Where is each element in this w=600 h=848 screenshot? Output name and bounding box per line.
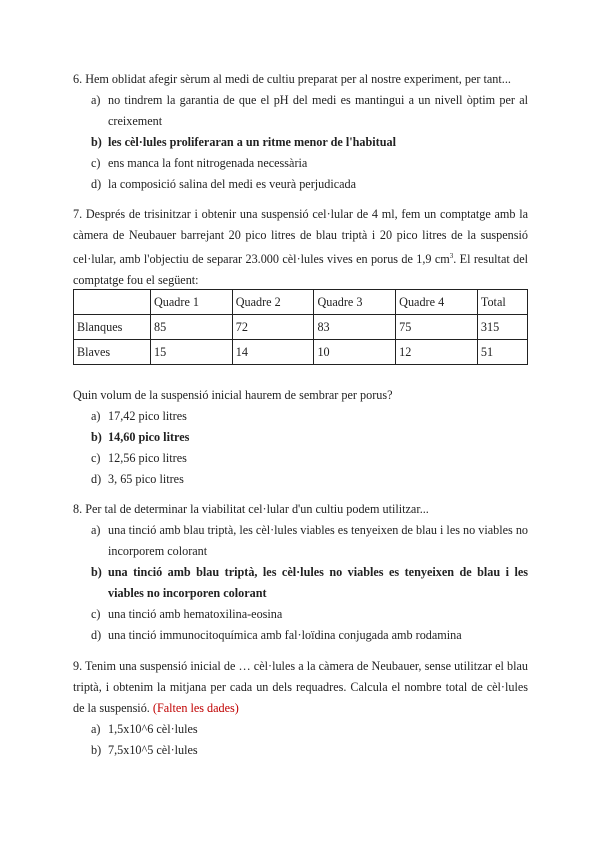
option-label: a): [91, 409, 101, 423]
table-cell: Blanques: [74, 315, 151, 340]
table-header-cell: Quadre 1: [151, 290, 233, 315]
question-9-option-b: [91, 740, 528, 761]
question-7-text: [73, 204, 528, 291]
superscript: 3: [449, 252, 454, 260]
table-cell: 85: [151, 315, 233, 340]
table-cell: 51: [477, 340, 527, 365]
table-header-cell: [74, 290, 151, 315]
table-cell: 14: [232, 340, 314, 365]
option-label: a): [91, 523, 101, 537]
question-9-text: [73, 656, 528, 719]
table-header-cell: Total: [477, 290, 527, 315]
question-9-option-a: [91, 719, 528, 740]
table-cell: 72: [232, 315, 314, 340]
option-text: una tinció immunocitoquímica amb fal·loïdina conjugada amb rodamina: [108, 628, 462, 642]
table-cell: 10: [314, 340, 396, 365]
option-label: c): [91, 156, 101, 170]
option-label: d): [91, 628, 102, 642]
table-cell: Blaves: [74, 340, 151, 365]
option-label: c): [91, 607, 101, 621]
option-label: c): [91, 451, 101, 465]
table-header-row: [74, 290, 528, 315]
option-text: ens manca la font nitrogenada necessària: [108, 156, 308, 170]
table-row: [74, 340, 528, 365]
question-7-option-b: [91, 427, 528, 448]
table-header-cell: Quadre 2: [232, 290, 314, 315]
question-7-text-main: 7. Després de trisinitzar i obtenir una suspensió cel·lular de 4 ml, fem un comptatge amb la càmera de Neubauer barrejant 20 pico litres de blau triptà i 20 pico litres de la suspensió cel·lular, amb l'objectiu de separar 23.000 cèl·lules vives en porus de 1,9 cm: [73, 207, 528, 267]
question-6-option-b: [91, 132, 528, 153]
question-6-option-c: [91, 153, 528, 174]
option-label: a): [91, 93, 101, 107]
question-6-text: 6. Hem oblidat afegir sèrum al medi de cultiu preparat per al nostre experiment, per tant...: [73, 72, 511, 86]
table-cell: 15: [151, 340, 233, 365]
table-cell: 83: [314, 315, 396, 340]
question-6-option-d: [91, 174, 528, 195]
option-text: una tinció amb blau triptà, les cèl·lules no viables es tenyeixen de blau i les viables no incorporen colorant: [108, 565, 528, 600]
option-text: les cèl·lules proliferaran a un ritme menor de l'habitual: [108, 135, 396, 149]
option-label: a): [91, 722, 101, 736]
table-cell: 75: [396, 315, 478, 340]
option-label: d): [91, 177, 102, 191]
table-row: [74, 315, 528, 340]
option-text: 14,60 pico litres: [108, 430, 190, 444]
question-6-option-a: [91, 90, 528, 132]
table-header-cell: Quadre 3: [314, 290, 396, 315]
option-label: b): [91, 565, 102, 579]
option-text: 7,5x10^5 cèl·lules: [108, 743, 198, 757]
option-label: b): [91, 135, 102, 149]
question-7-option-a: [91, 406, 528, 427]
cell-count-table: [73, 289, 528, 365]
option-text: no tindrem la garantia de que el pH del medi es mantingui a un nivell òptim per al creixement: [108, 93, 528, 128]
option-text: una tinció amb hematoxilina-eosina: [108, 607, 283, 621]
option-label: d): [91, 472, 102, 486]
option-text: 12,56 pico litres: [108, 451, 187, 465]
option-text: 3, 65 pico litres: [108, 472, 184, 486]
table-cell: 315: [477, 315, 527, 340]
missing-data-note: (Falten les dades): [152, 701, 239, 715]
option-text: 17,42 pico litres: [108, 409, 187, 423]
option-label: b): [91, 743, 102, 757]
question-7-text-tail: . El resultat del comptatge fou el següent:: [73, 252, 528, 288]
option-text: la composició salina del medi es veurà perjudicada: [108, 177, 357, 191]
question-8-option-d: [91, 625, 528, 646]
question-8-text: 8. Per tal de determinar la viabilitat cel·lular d'un cultiu podem utilitzar...: [73, 502, 429, 516]
option-label: b): [91, 430, 102, 444]
question-8-option-b: [91, 562, 528, 604]
question-8-option-a: [91, 520, 528, 562]
question-7-prompt: Quin volum de la suspensió inicial haurem de sembrar per porus?: [73, 388, 393, 402]
option-text: 1,5x10^6 cèl·lules: [108, 722, 198, 736]
option-text: una tinció amb blau triptà, les cèl·lules viables es tenyeixen de blau i les no viables no incorporem colorant: [108, 523, 529, 558]
table-header-cell: Quadre 4: [396, 290, 478, 315]
question-8-option-c: [91, 604, 528, 625]
question-7-option-c: [91, 448, 528, 469]
question-9-text-main: 9. Tenim una suspensió inicial de … cèl·lules a la càmera de Neubauer, sense utilitzar el blau triptà, i obtenim la mitjana per cada un dels requadres. Calcula el nombre total de cèl·lules de la suspensió.: [73, 659, 528, 715]
question-7-option-d: [91, 469, 528, 490]
table-cell: 12: [396, 340, 478, 365]
